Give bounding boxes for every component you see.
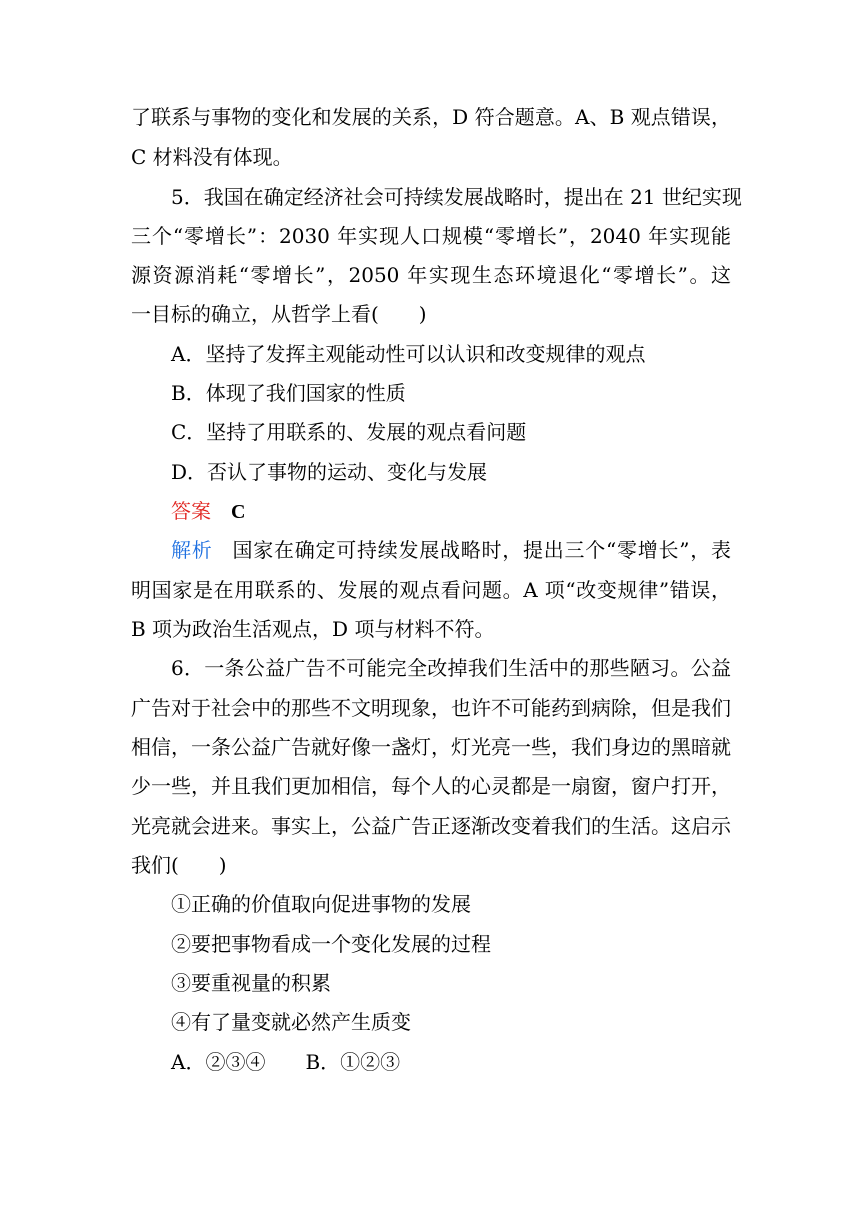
answer-value: C xyxy=(231,501,246,523)
previous-analysis-line-2: C 材料没有体现。 xyxy=(131,145,293,169)
question-6-stem-line-5: 光亮就会进来。事实上，公益广告正逐渐改变着我们的生活。这启示 xyxy=(131,814,731,838)
question-6-item-2: ②要把事物看成一个变化发展的过程 xyxy=(171,932,491,956)
question-6-item-1: ①正确的价值取向促进事物的发展 xyxy=(171,892,471,916)
question-5-analysis-line-1 xyxy=(171,530,731,570)
question-6-choices: A．②③④ B．①②③ xyxy=(171,1050,401,1074)
question-5-stem-line-2: 三个“零增长”：2030 年实现人口规模“零增长”，2040 年实现能 xyxy=(131,224,731,248)
previous-analysis-line-1: 了联系与事物的变化和发展的关系，D 符合题意。A、B 观点错误， xyxy=(131,105,731,129)
question-5-analysis-line-3: B 项为政治生活观点，D 项与材料不符。 xyxy=(131,617,495,641)
analysis-text: 国家在确定可持续发展战略时，提出三个“零增长”，表 xyxy=(232,538,732,562)
question-6-stem-line-1: 6．一条公益广告不可能完全改掉我们生活中的那些陋习。公益 xyxy=(171,656,731,680)
question-5-answer xyxy=(171,491,731,531)
answer-label: 答案 xyxy=(171,499,211,523)
question-6-stem-line-3: 相信，一条公益广告就好像一盏灯，灯光亮一些，我们身边的黑暗就 xyxy=(131,735,731,759)
question-5-stem-line-1: 5．我国在确定经济社会可持续发展战略时，提出在 21 世纪实现 xyxy=(171,185,742,209)
question-5-option-c: C．坚持了用联系的、发展的观点看问题 xyxy=(171,420,527,444)
question-5-stem-line-3: 源资源消耗“零增长”，2050 年实现生态环境退化“零增长”。这 xyxy=(131,263,731,287)
question-5-option-d: D．否认了事物的运动、变化与发展 xyxy=(171,460,488,484)
question-5-option-b: B．体现了我们国家的性质 xyxy=(171,381,406,405)
analysis-label: 解析 xyxy=(171,538,213,562)
question-5-analysis-line-2: 明国家是在用联系的、发展的观点看问题。A 项“改变规律”错误， xyxy=(131,578,731,602)
question-6-stem-line-2: 广告对于社会中的那些不文明现象，也许不可能药到病除，但是我们 xyxy=(131,696,731,720)
question-6-stem-line-6: 我们( ) xyxy=(131,853,227,877)
question-6-item-3: ③要重视量的积累 xyxy=(171,971,331,995)
question-5-option-a: A．坚持了发挥主观能动性可以认识和改变规律的观点 xyxy=(171,342,646,366)
question-6-stem-line-4: 少一些，并且我们更加相信，每个人的心灵都是一扇窗，窗户打开， xyxy=(131,774,731,798)
question-6-item-4: ④有了量变就必然产生质变 xyxy=(171,1010,411,1034)
question-5-stem-line-4: 一目标的确立，从哲学上看( ) xyxy=(131,302,427,326)
